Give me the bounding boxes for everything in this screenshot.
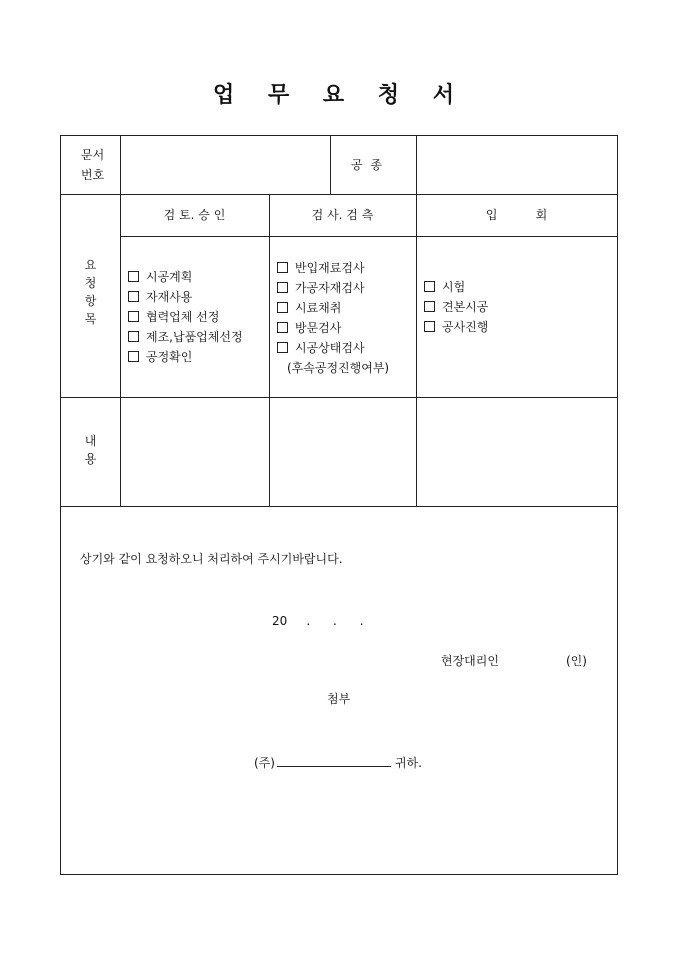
content-field-attendance[interactable] xyxy=(417,398,617,506)
addressee-line: (주) 귀하. xyxy=(254,756,422,770)
checkbox-item[interactable]: 시료채취 xyxy=(277,298,389,318)
content-field-inspection[interactable] xyxy=(270,398,416,506)
doc-number-label-2: 번호 xyxy=(81,168,105,182)
checkbox-icon[interactable] xyxy=(277,322,288,333)
checkbox-item[interactable]: 협력업체 선정 xyxy=(128,307,243,327)
checkbox-item[interactable]: 시험 xyxy=(424,277,488,297)
doc-number-label-1: 문서 xyxy=(81,148,105,162)
checkbox-icon[interactable] xyxy=(128,291,139,302)
heading-attendance: 입 회 xyxy=(485,208,548,222)
checkbox-item[interactable]: 시공계획 xyxy=(128,267,243,287)
checkbox-item[interactable]: 제조,납품업체선정 xyxy=(128,327,243,347)
rule-column-headings xyxy=(120,236,617,237)
rule-header-bottom xyxy=(61,194,617,195)
inspection-list xyxy=(277,258,389,378)
date-line[interactable]: 20 . . . xyxy=(272,614,364,628)
rule-content-bottom xyxy=(61,506,617,507)
checkbox-icon[interactable] xyxy=(424,321,435,332)
checkbox-icon[interactable] xyxy=(128,271,139,282)
request-sentence: 상기와 같이 요청하오니 처리하여 주시기바랍니다. xyxy=(80,552,343,566)
checkbox-icon[interactable] xyxy=(424,301,435,312)
checkbox-item[interactable]: 시공상태검사 xyxy=(277,338,389,358)
content-label: 내 용 xyxy=(84,434,97,466)
attendance-list xyxy=(424,277,488,337)
trade-label: 공 종 xyxy=(351,158,384,172)
checkbox-item[interactable]: 반입재료검사 xyxy=(277,258,389,278)
checkbox-icon[interactable] xyxy=(277,342,288,353)
checkbox-item[interactable]: 방문검사 xyxy=(277,318,389,338)
seal-label: (인) xyxy=(566,654,587,668)
checkbox-item[interactable]: 자재사용 xyxy=(128,287,243,307)
checkbox-icon[interactable] xyxy=(128,331,139,342)
checkbox-icon[interactable] xyxy=(277,282,288,293)
checkbox-item[interactable]: 가공자재검사 xyxy=(277,278,389,298)
agent-label: 현장대리인 xyxy=(441,654,499,668)
request-items-label: 요 청 항 목 xyxy=(84,258,97,326)
inspection-note: (후속공정진행여부) xyxy=(287,361,390,375)
checkbox-icon[interactable] xyxy=(277,262,288,273)
document-title: 업 무 요 청 서 xyxy=(213,82,467,108)
heading-review-approval: 검 토. 승 인 xyxy=(163,208,226,222)
checkbox-item[interactable]: 공사진행 xyxy=(424,317,488,337)
addressee-field[interactable] xyxy=(277,756,391,767)
checkbox-icon[interactable] xyxy=(128,351,139,362)
checkbox-icon[interactable] xyxy=(277,302,288,313)
checkbox-item[interactable]: 견본시공 xyxy=(424,297,488,317)
checkbox-icon[interactable] xyxy=(128,311,139,322)
checkbox-icon[interactable] xyxy=(424,281,435,292)
request-form xyxy=(60,135,618,875)
rule-trade-right xyxy=(416,136,417,194)
rule-trade-left xyxy=(330,136,331,194)
checkbox-item[interactable]: 공정확인 xyxy=(128,347,243,367)
attachment-label: 첨부 xyxy=(327,692,351,706)
content-field-review[interactable] xyxy=(121,398,269,506)
review-approval-list xyxy=(128,267,243,367)
heading-inspection-survey: 검 사. 검 측 xyxy=(311,208,374,222)
